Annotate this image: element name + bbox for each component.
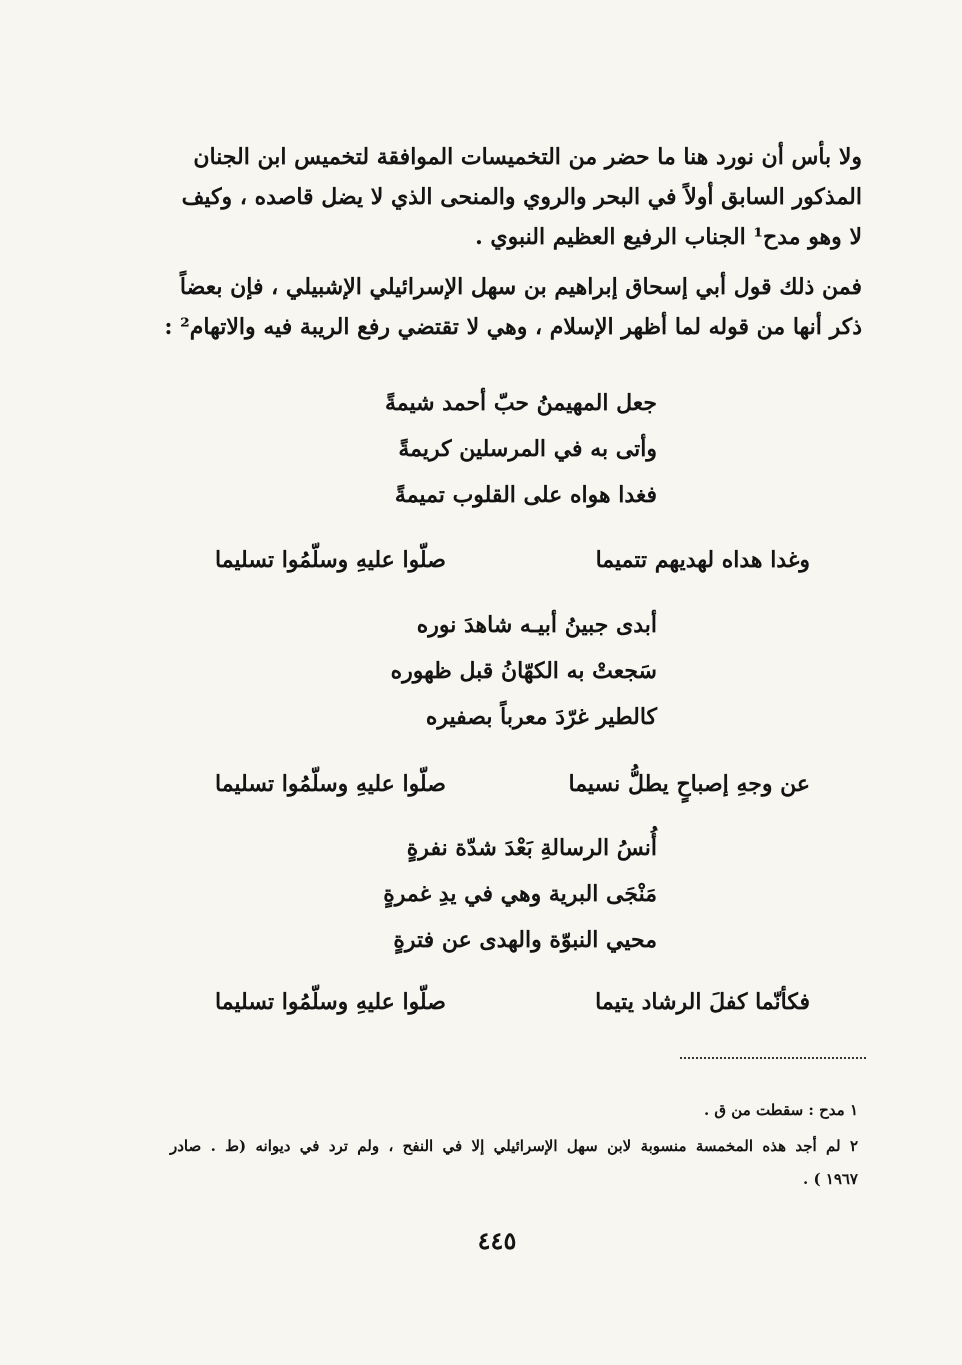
refrain-1: [215, 538, 810, 582]
verse-line: وأتى به في المرسلين كريمةً: [398, 436, 657, 462]
verse-line: جعل المهيمنُ حبّ أحمد شيمةً: [384, 390, 657, 416]
verse-line: أبدى جبينُ أبيـه شاهدَ نوره: [416, 612, 657, 638]
footnote-2-continuation: ١٩٦٧ ) .: [803, 1170, 858, 1188]
refrain-hemistich: فكأنّما كفلَ الرشاد يتيما: [595, 989, 810, 1015]
refrain-hemistich: صلّوا عليهِ وسلّمُوا تسليما: [215, 547, 446, 573]
refrain-3: [215, 980, 810, 1024]
stanza-1: [337, 380, 657, 520]
footnote-1: ١ مدح : سقطت من ق .: [703, 1101, 858, 1119]
intro-paragraph: [150, 137, 862, 257]
footnote-2: ٢ لم أجد هذه المخمسة منسوبة لابن سهل الإسرائيلي إلا في النفح ، ولم ترد في ديوانه (ط . صادر: [170, 1137, 858, 1155]
verse-line: أُنسُ الرسالةِ بَعْدَ شدّة نفرةٍ: [406, 835, 657, 861]
verse-line: سَجعتْ به الكهّانُ قبل ظهوره: [390, 658, 657, 684]
footnote-separator: [680, 1057, 866, 1059]
refrain-2: [215, 762, 810, 806]
attribution-paragraph: [150, 267, 862, 347]
refrain-hemistich: صلّوا عليهِ وسلّمُوا تسليما: [215, 771, 446, 797]
refrain-hemistich: عن وجهِ إصباحٍ يطلُّ نسيما: [568, 771, 810, 797]
verse-line: كالطير غرّدَ معرباً بصفيره: [425, 704, 657, 730]
text-line: ذكر أنها من قوله لما أظهر الإسلام ، وهي لا تقتضي رفع الريبة فيه والاتهام² :: [164, 314, 862, 340]
text-line: فمن ذلك قول أبي إسحاق إبراهيم بن سهل الإسرائيلي الإشبيلي ، فإن بعضاً: [179, 274, 862, 300]
stanza-3: [337, 825, 657, 965]
text-line: ولا بأس أن نورد هنا ما حضر من التخميسات الموافقة لتخميس ابن الجنان: [193, 144, 862, 170]
verse-line: مَنْجَى البرية وهي في يدِ غمرةٍ: [383, 881, 657, 907]
text-line: لا وهو مدح¹ الجناب الرفيع العظيم النبوي .: [475, 224, 862, 250]
verse-line: فغدا هواه على القلوب تميمةً: [394, 482, 657, 508]
refrain-hemistich: صلّوا عليهِ وسلّمُوا تسليما: [215, 989, 446, 1015]
refrain-hemistich: وغدا هداه لهديهم تتميما: [595, 547, 810, 573]
page-number: ٤٤٥: [477, 1226, 517, 1255]
stanza-2: [337, 602, 657, 742]
verse-line: محيي النبوّة والهدى عن فترةٍ: [393, 927, 657, 953]
text-line: المذكور السابق أولاً في البحر والروي والمنحى الذي لا يضل قاصده ، وكيف: [181, 184, 862, 210]
